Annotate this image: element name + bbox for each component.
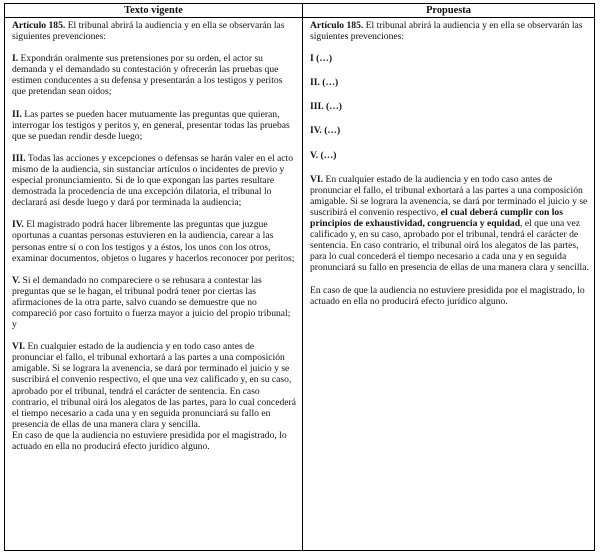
header-row [5, 4, 594, 18]
left-item-text: Expondrán oralmente sus pretensiones por su orden, el actor su demanda y el demandado su contestación y ofrecerán las pruebas que estimen conducentes a su defensa y presentarán a los testigos y peritos que pretendan sean oídos; [12, 53, 283, 98]
right-item-text: En cualquier estado de la audiencia y en todo caso antes de pronunciar el fallo, el tribunal exhortará a las partes a una composición amigable. Si se lograra la avenencia, se dará por terminado el juicio y se suscribirá el convenio respectivo, [310, 173, 588, 218]
header-propuesta: Propuesta [303, 4, 595, 18]
right-placeholder-v: V. (…) [310, 149, 337, 161]
right-item-bold-addition: el cual deberá cumplir con los principios de exhaustividad, congruencia y equidad [310, 206, 563, 230]
left-item-i [12, 53, 297, 97]
left-intro-text: El tribunal abrirá la audiencia y en ella se observarán las siguientes prevenciones: [12, 20, 285, 43]
right-placeholder-ii: II. (…) [310, 77, 339, 89]
left-item-number: V. [12, 274, 21, 286]
right-article-number: Artículo 185. [310, 20, 364, 31]
right-item-number: VI. [310, 173, 324, 185]
right-intro-text: El tribunal abrirá la audiencia y en ella se observarán las siguientes prevenciones: [310, 20, 583, 43]
left-item-number: III. [12, 152, 26, 164]
right-closing-paragraph: En caso de que la audiencia no estuviere presidida por el magistrado, lo actuado en ella no producirá efecto jurídico alguno. [310, 284, 585, 307]
left-column [5, 18, 303, 551]
left-item-text: Todas las acciones y excepciones o defensas se harán valer en el acto mismo de la audiencia, sin sustanciar artículos o incidentes de previo y especial pronunciamiento. Si de lo que expongan las partes resultare demostrada la procedencia de una excepción dilatoria, el tribunal lo declarará así desde luego y dará por terminada la audiencia; [12, 152, 294, 209]
left-item-text: Si el demandado no compareciere o se rehusara a contestar las preguntas que se le hagan, el tribunal podrá tener por ciertas las afirmaciones de la otra parte, salvo cuando se demuestre que no compareció por caso fortuito o fuerza mayor a juicio del propio tribunal; y [12, 274, 291, 331]
left-item-number: II. [12, 108, 22, 120]
comparison-table [5, 4, 594, 550]
comparison-table-frame [4, 3, 595, 551]
right-placeholder-iv: IV. (…) [310, 125, 341, 137]
left-item-number: IV. [12, 219, 24, 231]
left-article-intro [12, 20, 297, 42]
content-row [5, 18, 594, 551]
header-texto-vigente: Texto vigente [5, 4, 303, 18]
left-item-ii [12, 109, 297, 142]
right-placeholder-i: I (…) [310, 53, 333, 65]
left-article-number: Artículo 185. [12, 20, 66, 31]
left-item-v [12, 275, 297, 330]
right-placeholder-iii: III. (…) [310, 101, 342, 113]
left-item-number: I. [12, 53, 19, 65]
left-item-text: En cualquier estado de la audiencia y en todo caso antes de pronunciar el fallo, el tribunal exhortará a las partes a una composición amigable. Si se lograra la avenencia, se dará por terminado el juicio y se suscribirá el convenio respectivo, el que una vez calificado y, en su caso, aprobado por el tribunal, tendrá el carácter de sentencia. En caso contrario, el tribunal oirá los alegatos de las partes, para lo cual concederá el tiempo necesario a cada una y en seguida pronunciará su fallo en presencia de ellas de una manera clara y sencilla. [12, 341, 296, 430]
left-item-iii [12, 153, 297, 208]
left-item-iv [12, 219, 297, 263]
right-column [303, 18, 595, 551]
left-item-number: VI. [12, 341, 26, 353]
left-item-text: El magistrado podrá hacer libremente las preguntas que juzgue oportunas a cuantas personas estuvieren en la audiencia, carear a las personas entre sí o con los testigos y a éstos, los unos con los otros, examinar documentos, objetos o lugares y hacerlos reconocer por peritos; [12, 219, 295, 264]
left-item-text: Las partes se pueden hacer mutuamente las preguntas que quieran, interrogar los testigos y peritos y, en general, presentar todas las pruebas que se puedan rendir desde luego; [12, 108, 290, 142]
left-item-vi [12, 341, 297, 430]
right-article-intro [310, 20, 589, 42]
right-item-text-cont: , el que una vez calificado y, en su caso, aprobado por el tribunal, tendrá el carácter de sentencia. En caso contrario, el tribunal oirá los alegatos de las partes, para lo cual concederá el tiempo necesario a cada una y en seguida pronunciará su fallo en presencia de ellas de una manera clara y sencilla. [310, 218, 589, 274]
left-closing-paragraph: En caso de que la audiencia no estuviere presidida por el magistrado, lo actuado en ella no producirá efecto jurídico alguno. [12, 429, 287, 452]
right-item-vi [310, 174, 589, 274]
